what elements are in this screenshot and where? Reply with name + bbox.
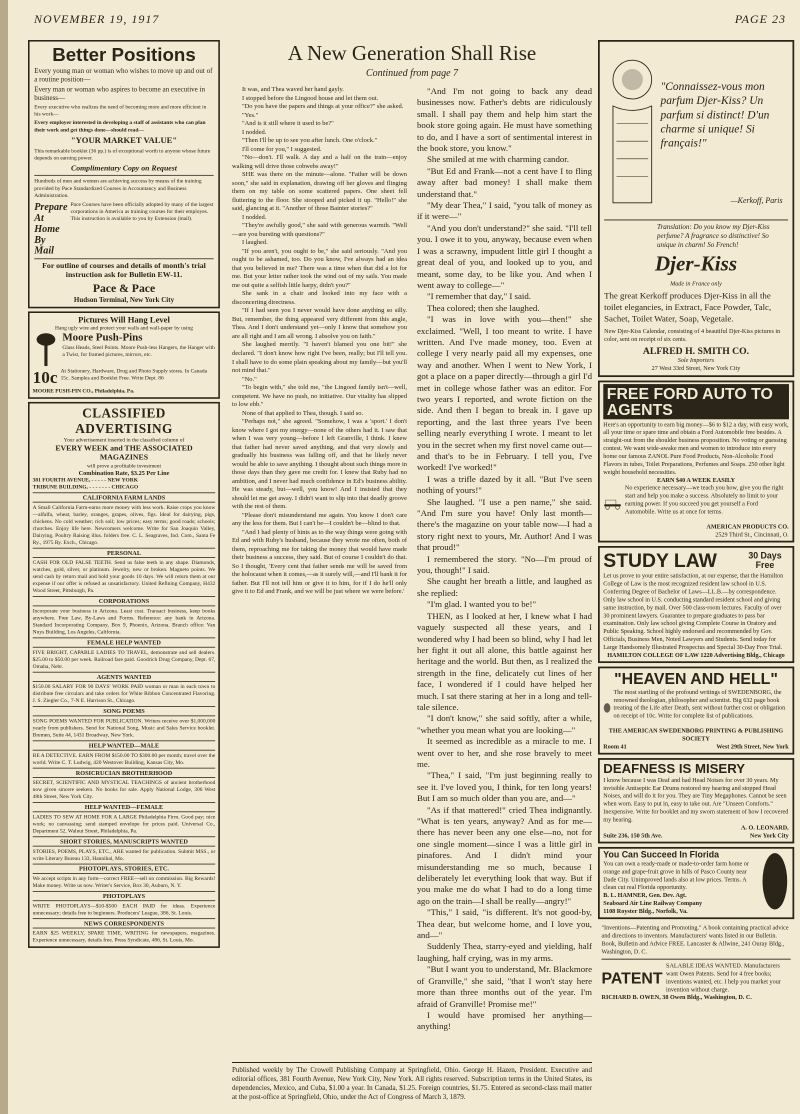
classified-listings <box>33 492 216 944</box>
classified-title: CLASSIFIED ADVERTISING <box>75 405 173 437</box>
article-paragraph: "And I'm not going to back any dead businesses now. Father's debts are ridiculously small. I shall pay them and help him start the book store going again. He must have something to do, and I have a sort of sentimental interest in the book store, you know." <box>417 86 592 154</box>
salable-ideas-text: SALABLE IDEAS WANTED. Manufacturers want Owen Patents. Send for 4 free books; inventions wanted, etc. I help you market your invention without charge. <box>666 962 781 994</box>
classified-section-head: CORPORATIONS <box>33 596 216 606</box>
article-paragraph: "If I had seen you I never would have done anything so silly. But, remember, the thing appeared very different from this angle, Thea. And I don't understand yet—only I know that somehow you are all right and I am all wrong. I absolve you on faith." <box>232 307 407 340</box>
classified-section-head: PHOTOPLAYS, STORIES, ETC. <box>33 864 216 874</box>
publication-notice: Published weekly by The Crowell Publishing Company at Springfield, Ohio. George H. Hazen, President. Executive and editorial offices, 381 Fourth Avenue, New York City, New York. All rights reserved. Subscription terms in the United States, its dependencies, Mexico, and Cuba, $1.00 a year. In Canada, $1.25. Foreign countries, $1.75. Entered as second-class mail matter at the post-office at Springfield, Ohio, under the Act of Congress of March 3, 1879. <box>232 1062 592 1102</box>
classified-section-head: HELP WANTED—MALE <box>33 740 216 750</box>
publisher-address: West 29th Street, New York <box>716 743 789 751</box>
right-ads-column <box>598 40 794 1004</box>
article-paragraph: "And is it still where it used to be?" <box>242 120 334 128</box>
ad-title: DEAFNESS IS MISERY <box>603 761 746 777</box>
price-row <box>33 368 216 388</box>
classified-section-head: PHOTOPLAYS <box>33 891 216 901</box>
classified-section <box>28 402 220 948</box>
pin-row <box>33 332 216 368</box>
company-address: 2529 Third St., Cincinnati, O. <box>715 531 789 539</box>
patent-attorney: RICHARD B. OWEN, 38 Owen Bldg., Washington, D. C. <box>601 993 752 1001</box>
heaven-row <box>603 689 788 728</box>
article-paragraph: "Thea," I said, "I'm just beginning really to see it. I've loved you, I think, for ten long years! But I am so much older than you are, and—" <box>417 770 592 804</box>
article-paragraph: She laughed. "I use a pen name," she said. "And I'm sure you have! Only last month—there's the magazine on your table now—I had a story right next to yours, Mr. Author! And I was that proud!" <box>417 496 592 553</box>
djer-kiss-illustration <box>604 44 788 220</box>
booklet-title: "YOUR MARKET VALUE" <box>70 135 178 146</box>
ad-heaven-hell <box>598 667 794 755</box>
classified-section-text: A Small California Farm-earns more money with less work. Raise crops you know—alfalfa, wheat, barley, oranges, grapes, olives, figs. Ideal for dairying, pigs, chickens. No cold weather; rich soil; low prices; easy terms; good roads; schools; churches. Enjoy life here. Newcomers welcome. Write for San Joaquin Valley, Dairying, Poultry Raising illus. folders free. C. L. Seagraves, Ind. Com., Santa Fe Ry., 1975 Ry. Exch., Chicago. <box>32 504 216 546</box>
article-paragraph: I stopped before the Lingood house and let them out. <box>242 94 379 102</box>
divider <box>34 175 214 176</box>
where-to-buy: At Stationery, Hardware, Drug and Photo Supply stores. In Canada 15c. Samples and Booklet Free. Write Dept. 86 <box>60 367 208 381</box>
deaf-text: I know because I was Deaf and had Head Noises for over 30 years. My invisible Antiseptic Ear Drums restored my hearing and stopped Head Noises, and will do it for you. They are Tiny Megaphones. Cannot be seen when worn. Easy to put in, easy to take out. Are "Unseen Comforts." Inexpensive. Write for booklet and my sworn statement of how I recovered my hearing. <box>603 776 789 824</box>
advertiser-name: A. O. LEONARD, <box>740 824 789 832</box>
classified-magazines: EVERY WEEK and THE ASSOCIATED MAGAZINES <box>55 444 193 462</box>
article-paragraph: Suddenly Thea, starry-eyed and yielding, half laughing, half crying, was in my arms. <box>417 941 592 963</box>
article-paragraph: "My dear Thea," I said, "you talk of money as if it were—" <box>417 200 592 222</box>
ad-ford <box>598 381 794 543</box>
article-paragraph: She laughed merrily. "I haven't blamed you one bit!" she declared. "I don't know how right I've been, really; but I'll tell you. I shall have to do some plain speaking about my family—but you'll not mind that." <box>232 341 407 375</box>
article-paragraph: "They're awfully good," she said with generous warmth. "Well—are you bursting with questions?" <box>232 222 407 238</box>
prepare-heading: Prepare At Home By Mail <box>34 200 68 257</box>
ad-study-law <box>598 546 794 663</box>
issue-date: NOVEMBER 19, 1917 <box>34 12 160 26</box>
advertiser-address: Suite 236, 150 5th Ave. <box>603 832 663 840</box>
classified-section-text: LADIES TO SEW AT HOME FOR A LARGE Philadelphia Firm. Good pay; nice work; no canvassing; send stamped envelope for prices paid. Universal Co., Department 52, Walnut Street, Philadelphia, Pa. <box>32 813 216 835</box>
classified-section-text: FIVE BRIGHT, CAPABLE LADIES TO TRAVEL, demonstrate and sell dealers. $25.00 to $50.00 per week. Railroad fare paid. Goodrich Drug Company, Dept. 67, Omaha, Nebr. <box>32 649 216 670</box>
article-paragraph: I nodded. <box>242 213 267 221</box>
brand-name: Moore Push-Pins <box>62 331 143 344</box>
article-paragraph: "But I want you to understand, Mr. Blackmore of Granville," she said, "that I won't stay here more than three months out of the year. I'm afraid of Granville! Promise me!" <box>417 964 592 1009</box>
ford-car-icon <box>603 484 622 523</box>
article-paragraph: "Do you have the papers and things at your office?" she asked. <box>242 103 404 111</box>
article-columns <box>232 86 592 1033</box>
booklet-text: This remarkable booklet (36 pp.) is of exceptional worth to anyone whose future depends on earning power. <box>34 147 211 161</box>
article-paragraph: SHE was there on the minute—alone. "Father will be down soon," she said in explanation, drawing off her gloves and flinging them on my table on some scattered papers. One sheet fell fluttering to the floor. She stooped and picked it up. "Hello!" she said, glancing at it. "Another of those Bainter stories?" <box>232 171 407 213</box>
ad-title: You Can Succeed In Florida <box>603 850 720 861</box>
classified-section-head: AGENTS WANTED <box>33 672 216 682</box>
classified-rate: Combination Rate, $3.25 Per Line <box>78 469 170 477</box>
classified-section-text: STORIES, POEMS, PLAYS, ETC., ARE wanted for publication. Submit MSS., or write Literary Bureau 133, Hannibal, Mo. <box>32 848 216 862</box>
railway-logo-icon <box>761 850 789 912</box>
classified-section-head: SONG POEMS <box>33 706 216 716</box>
ad-deafness <box>598 758 794 843</box>
publisher-room: Room 41 <box>603 743 627 751</box>
ad-push-pins <box>28 311 220 398</box>
article-paragraph: "Please don't misunderstand me again. You know I don't care any the less for them. But I can't be—I couldn't be—blind to that. <box>232 511 407 528</box>
classified-privilege: will prove a profitable investment <box>86 462 161 469</box>
article-paragraph: "As if that mattered!" cried Thea indignantly. "What is ten years, anyway? And as for me—there has never been any one else—no, not for one single moment—since I was a little girl in pinafores. And I didn't mind your misunderstanding me so much, because I deliberately let everything look that way. But if you make me do what I had to do a long time ago on the train—I shall be really—angry!" <box>417 804 592 906</box>
ad-djer-kiss <box>598 40 794 377</box>
classified-address-ny: 381 FOURTH AVENUE, - - - - - NEW YORK <box>32 476 138 484</box>
translation: Translation: Do you know my Djer-Kiss perfume? A fragrance so distinctive! So unique in charm! So French! <box>656 223 770 249</box>
quote-attribution: —Kerkoff, Paris <box>730 195 783 205</box>
prepare-row <box>34 201 214 256</box>
classified-section-head: NEWS CORRESPONDENTS <box>33 918 216 928</box>
page-number: PAGE 23 <box>734 12 786 26</box>
article-paragraph: I was a trifle dazed by it all. "But I've seen nothing of yours!" <box>417 473 592 496</box>
ad-title: FREE FORD AUTO TO AGENTS <box>603 384 788 419</box>
ad-title: STUDY LAW <box>603 549 717 572</box>
classified-section-head: PERSONAL <box>33 548 216 558</box>
article-column-1 <box>232 86 407 1033</box>
hundreds-text: Hundreds of men and women are achieving success by means of the training provided by Pace Standardized Courses in Accountancy and Business Administration. <box>34 178 202 199</box>
earn-headline: EARN $40 A WEEK EASILY <box>656 476 736 484</box>
divider <box>34 258 214 259</box>
company-name: MOORE PUSH-PIN CO., Philadelphia, Pa. <box>32 387 135 395</box>
magazine-page <box>8 0 800 1114</box>
classified-section-text: CASH FOR OLD FALSE TEETH. Send us false teeth in any shape. Diamonds, watches, gold, silver, or platinum. Jewelry, new or broken. Magneto points. We send cash by return mail and hold your goods 10 days. We will return them at our expense if our offer is refused as unsatisfactory. United Refining Company, H432 Wood Street, Pittsburgh, Pa. <box>32 559 216 594</box>
importer-address: 27 West 33rd Street, New York City <box>651 364 741 372</box>
ad-better-positions <box>28 40 220 308</box>
divider <box>602 959 791 960</box>
publisher-name: THE AMERICAN SWEDENBORG PRINTING & PUBLISHING SOCIETY <box>608 727 784 743</box>
classified-section-head: CALIFORNIA FARM LANDS <box>33 492 216 502</box>
calendar-offer: New Djer-Kiss Calendar, consisting of 4 beautiful Djer-Kiss pictures in color, sent on receipt of six cents. <box>604 327 781 343</box>
outline-text: For outline of courses and details of month's trial instruction ask for Bulletin EW-11. <box>42 261 206 280</box>
article-paragraph: "To begin with," she told me, "the Lingood family isn't—well, competent. We have no push, no initiative. Our vitality has slipped to low ebb." <box>232 384 407 409</box>
article-paragraph: "This," I said, "is different. It's not good-by, Thea dear, but welcome home, and I love you, and—" <box>417 907 592 941</box>
perfume-quote: "Connaissez-vous mon parfum Djer-Kiss? Un parfum si distinct! D'un charme si unique! Si français!" <box>660 79 770 150</box>
pin-types: Glass Heads, Steel Points. Moore Push-less Hangers, the Hanger with a Twist, for framed pictures, mirrors, etc. <box>62 344 215 358</box>
binding-spine <box>0 0 8 1114</box>
inventions-text: "Inventions—Patenting and Promoting." A book containing practical advice and directions to inventors. Manufacturers' wants listed in our Bulletin. Book, Bulletin and Advice FREE. Lancaster & Allwine, 241 Ouray Bldg., Washington, D. C. <box>601 924 789 956</box>
article-paragraph: "And I had plenty of hints as to the way things were going with Ed and with Ruby's husband, because they wrote me often, both of them, reproaching me for taking the money that would have made their business a success, they said. But of course I couldn't do that. So I thought, 'Every cent that father sends me will be saved from the holocaust when it comes,—as it surely will,—and I'll bank it for father. But I'll not tell him or give it to him, for if I do he'll only give it to Ed and Frank, and we will be just where we were before.' <box>232 528 407 596</box>
advertiser-city: New York City <box>749 832 789 840</box>
classified-section-text: Incorporate your business in Arizona. Least cost. Transact business, keep books anywhere. Free Law, By-Laws and Forms. Reference: any bank in Arizona. Standard Incorporating Company, Box 9, Phoenix, Arizona. Branch office: Van Nuys Building, Los Angeles, California. <box>32 607 216 636</box>
ad-title: Better Positions <box>52 44 196 66</box>
florida-agent: B. L. HAMNER, Gen. Dev. Agt. <box>603 891 687 899</box>
classified-section-text: We accept scripts in any form—correct FREE—sell on commission. Big Rewards! Make money. Write us now. Writer's Service, Box 30, Auburn, N. Y. <box>32 875 216 889</box>
article-paragraph: "Perhaps not," she agreed. "Somehow, I was a 'sport.' I don't know where I got my energy—none of the others had it. I saw that when I was very young—before I left Granville, I think. I knew that father had never saved anything, and that very slowly and gradually his business was falling off, and that he likely never would be able to save anything. I thought about such things more in those days than they gave me credit for. I knew that Ruby had no ambition, and I never had much confidence in Ed's business ability. He was steady, but—well, you know! And I insisted that they should let me get away. I didn't want to slip into that deadly groove with the rest of them. <box>232 418 407 511</box>
law-text: Let us prove to your entire satisfaction, at our expense, that the Hamilton College of Law is the most recognized resident law school in U.S. Conferring Degree of Bachelor of Laws—LL.B.—by correspondence. Only law school in U.S. conducting standard resident school and giving same instruction, by mail. Over 500 class-room lectures. Faculty of over 30 prominent lawyers. Guarantee to prepare graduates to pass bar examination. Only law school giving Complete Course in Oratory and Public Speaking. School highly endorsed and recommended by Gov. Officials, Business Men, Noted Lawyers and Students. Send today for Large Handsomely Illustrated Prospectus and Special 30-Day Free Trial. <box>603 572 784 651</box>
article-paragraph: "Yes." <box>242 111 259 119</box>
swedenborg-portrait-icon <box>603 689 611 728</box>
florida-text: You can own a ready-made or made-to-order farm home or orange and grape-fruit grove in hills of Pasco County near Dade City. Unimproved lands also at low prices. Terms. A clean cut real Florida opportunity. <box>603 860 749 891</box>
classified-section-text: $150.00 SALARY FOR 90 DAYS' WORK PAID woman or man in each town to distribute free circulars and take orders for White Ribbon Concentrated Flavoring. J. S. Ziegler Co., 7-N E. Harrison St., Chicago. <box>32 683 216 704</box>
classified-section-head: FEMALE HELP WANTED <box>33 637 216 647</box>
classified-section-text: SECRET, SCIENTIFIC AND MYSTICAL TEACHINGS of ancient brotherhood now given sincere seekers. No books for sale. Apply National Lodge, 306 West 48th Street, New York City. <box>32 779 216 800</box>
push-pin-icon <box>33 332 60 368</box>
article-paragraph: I laughed. <box>242 239 268 247</box>
heaven-text: The most startling of the profound writings of SWEDENBORG, the renowned theologian, philosopher and scientist. Big 632 page book treating of the Life after Death, sent without further cost or obligation on receipt of 10c. Write for complete list of publications. <box>613 688 786 720</box>
florida-company: Seaboard Air Line Railway Company <box>603 899 703 907</box>
article-paragraph: It seemed as incredible as a miracle to me. I went over to her, and she rose bravely to meet me. <box>417 736 592 769</box>
article-paragraph: I'll come for you," I suggested. <box>242 145 322 153</box>
article-paragraph: "I remember that day," I said. <box>427 291 531 302</box>
copy-request: Complimentary Copy on Request <box>71 164 177 173</box>
left-ads-column <box>28 40 220 951</box>
article-paragraph: "If you aren't, you ought to be," she said seriously. "And you ought to be ashamed, too. Do you know, I've always had an idea that you believed in me? There was a time when that did a lot for me. But your letter rather took the wind out of my sails. You made me out quite a selfish little harpy, didn't you?" <box>232 247 407 289</box>
ad-line: Every executive who realizes the need of becoming more and more efficient in his work— <box>34 103 207 118</box>
ad-subtitle: Hang ugly wire and protect your walls and wall-paper by using <box>54 324 193 331</box>
classified-section-text: WRITE PHOTOPLAYS—$10-$500 EACH PAID for ideas. Experience unnecessary; details free to beginners. Producers' League, 386, St. Louis. <box>32 902 216 916</box>
ad-title: Pictures Will Hang Level <box>78 315 170 325</box>
article <box>232 40 592 1032</box>
article-paragraph: "I don't know," she said softly, after a while, "whether you mean what you are looking—" <box>417 713 592 735</box>
article-paragraph: She sank in a chair and looked into my face with a disconcerting directness. <box>232 290 407 306</box>
classified-intro: Your advertisement inserted in the classified column of <box>63 437 185 444</box>
ford-more: No experience necessary—we teach you how, give you the right start and help you make a success. Absolutely no limit to your earning power. If you succeed you get yourself a Ford Automobile. Write us at once for terms. <box>624 484 784 516</box>
patent-title: PATENT <box>601 968 663 987</box>
article-paragraph: "Then I'll be up to see you after lunch. One o'clock." <box>242 137 378 145</box>
article-paragraph: "I was in love with you—then!" she exclaimed. "Well, I too meant to write. I have written. And I've made money, too. Even at college I very nearly paid all my expenses, one way and another. When I went to New York, I got a place on a paper directly—through a girl I'd met in college whose father was an editor. For two years I reported, and wrote fiction on the side. And then I began to break in. I gave up reporting, and the last three years I've been selling nearly everything I wrote. I meant to let you in the secret when my first novel came out—and that's to be in February. I tell you, I've worked! I've worked!" <box>417 314 592 473</box>
article-continued: Continued from page 7 <box>365 68 459 79</box>
classified-section-head: SHORT STORIES, MANUSCRIPTS WANTED <box>33 836 216 846</box>
ad-line: Every employer interested in developing a staff of assistants who can plan their work and get things done—should read— <box>34 119 206 133</box>
article-paragraph: I remembered the story. "No—I'm proud of you, though!" I said. <box>417 553 592 576</box>
company-name: AMERICAN PRODUCTS CO. <box>706 523 789 531</box>
importer-role: Sole Importers <box>677 356 715 364</box>
company-address: Hudson Terminal, New York City <box>73 295 175 304</box>
article-paragraph: I would have promised her anything—anything! <box>417 1009 592 1032</box>
article-column-2 <box>417 86 592 1033</box>
article-paragraph: Thea colored; then she laughed. <box>427 302 540 313</box>
classified-address-chicago: TRIBUNE BUILDING, - - - - - - - CHICAGO <box>32 483 139 491</box>
ad-florida <box>598 847 794 919</box>
ad-line: Every young man or woman who wishes to move up and out of a routine position— <box>34 66 213 83</box>
free-days: 30 Days Free <box>748 551 782 571</box>
classified-section-head: HELP WANTED—FEMALE <box>33 802 216 812</box>
article-paragraph: "No—don't. I'll walk. A day and a half on the train—enjoy walking will drive those cobwebs away!" <box>232 154 407 170</box>
company-name: Pace & Pace <box>92 282 156 296</box>
product-description: The great Kerkoff produces Djer-Kiss in all the toilet elegancies, in Extract, Face Powder, Talc, Sachet, Toilet Water, Soap, Vegetale. <box>604 291 772 325</box>
pace-courses-text: Pace Courses have been officially adopted by many of the largest corporations in America as training courses for their employes. This instruction is available to you by Extension (mail). <box>70 201 214 222</box>
djer-kiss-logo: Djer-Kiss <box>654 252 738 276</box>
ford-detail-row <box>603 484 788 523</box>
florida-address: 1108 Royster Bldg., Norfolk, Va. <box>603 907 688 915</box>
article-title: A New Generation Shall Rise <box>287 41 537 65</box>
article-paragraph: "I'm glad. I wanted you to be!" <box>427 599 537 610</box>
classified-section-text: BE A DETECTIVE. EARN FROM $150.00 TO $300.00 per month; travel over the world. Write C. T. Ludwig, 420 Westover Building, Kansas City, Mo. <box>32 752 216 766</box>
ad-line: Every man or woman who aspires to become an executive in business— <box>34 85 206 102</box>
article-paragraph: "But Ed and Frank—not a cent have I to fling away after bad money! I shall make them understand that." <box>417 165 592 199</box>
article-paragraph: "No." <box>242 375 257 383</box>
classified-section-text: SONG POEMS WANTED FOR PUBLICATION. Writers receive over $1,000,000 yearly from publishers. Send for National Song, Music and Sales Service booklet. Bremen, Suite 44, 1431 Broadway, New York. <box>32 717 216 739</box>
classified-section-text: EARN $25 WEEKLY, SPARE TIME, WRITING for newspapers, magazines. Experience unnecessary, details free. Press Syndicate, 486, St. Louis, Mo. <box>32 929 216 944</box>
article-paragraph: She smiled at me with charming candor. <box>427 154 569 165</box>
ad-title: "HEAVEN AND HELL" <box>614 670 778 688</box>
importer-name: ALFRED H. SMITH CO. <box>642 346 750 357</box>
logo-subtitle: Made in France only <box>670 280 722 288</box>
article-paragraph: None of that applied to Thea, though. I said so. <box>242 409 364 417</box>
law-address: HAMILTON COLLEGE OF LAW 1220 Advertising Bldg., Chicago <box>607 651 785 659</box>
article-paragraph: I nodded. <box>242 128 267 136</box>
price: 10c <box>32 367 58 388</box>
ford-text: Here's an opportunity to earn big money—$6 to $12 a day, with easy work, all your time or spare time and obtain a Ford Automobile free besides. A straight-out from the shoulder business proposition. No voting or guessing contest. We want wide-awake men and women to introduce into every home our famous ZANOL Pure Food Products, Non-Alcoholic Food Flavors in tubes, Toilet Preparations, Perfumes and Soaps. 250 other light weight household necessities. <box>603 421 789 476</box>
classified-section-head: ROSICRUCIAN BROTHERHOOD <box>33 768 216 778</box>
article-paragraph: THEN, as I looked at her, I knew what I had vaguely suspected all these years, and I wondered why I had been so blind, why I had let her fight it out all alone, this battle against her heritage and the world. But then, as I realized the strength in the fine, delicately cut lines of her face, I wondered if I could have helped her much. I sat there staring at her in a long and tell-tale silence. <box>417 610 592 712</box>
article-paragraph: It was, and Thea waved her hand gayly. <box>242 86 344 93</box>
article-paragraph: "And you don't understand?" she said. "I'll tell you. I owe it to you, anyway, because even when I was a scrawny, impudent little girl I thought a great deal of you, and looked up to you, and meant, some day, to be like you. And when I went away to college—" <box>417 222 592 290</box>
article-paragraph: She caught her breath a little, and laughed as she replied: <box>417 576 592 598</box>
ad-patents <box>598 923 794 1004</box>
